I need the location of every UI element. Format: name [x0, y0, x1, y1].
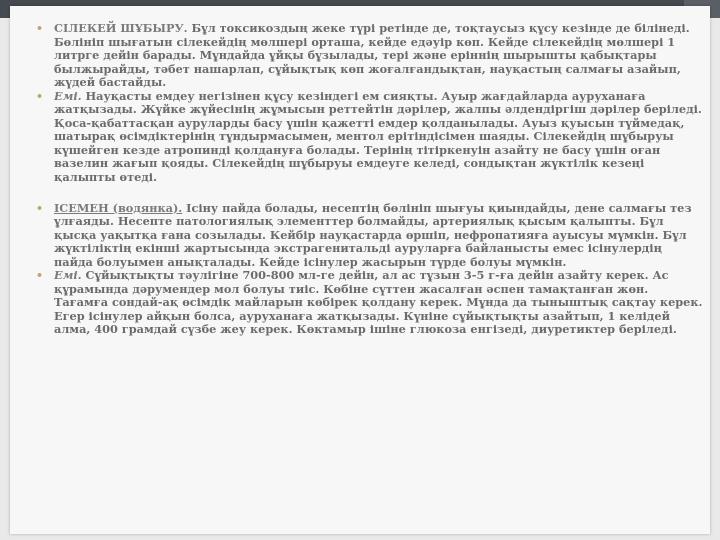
item-text: Сұйықтықты тәулігіне 700-800 мл-ге дейін, ал ас тұзын 3-5 г-ға дейін азайту керек. Ас құрамында дәрумендер мол болуы тиіс. Көбіне сүттен жасалған әспен тамақтанған жөн. Тағамға сондай-ақ өсімдік майларын көбірек қолдану керек. Мұнда да тыныштық сақтау керек. Егер ісінулер айқын болса, ауруханаға жатқызады. Күніне сұйықтықты азайтып, 1 келідей алма, 400 грамдай сүзбе жеу керек. Көктамыр ішіне глюкоза енгізеді, диуретиктер беріледі. — [54, 268, 703, 337]
bullet-item-edema — [36, 202, 704, 270]
slide-content — [36, 22, 704, 337]
bullet-icon: • — [36, 89, 44, 103]
slide — [10, 6, 710, 534]
bullet-icon: • — [36, 201, 44, 215]
bullet-icon: • — [36, 22, 44, 35]
bullet-item-edema-treatment — [36, 269, 704, 337]
item-heading: ІСЕМЕН (водянка). — [54, 200, 183, 215]
item-heading: Емі. — [54, 88, 82, 103]
bullet-icon: • — [36, 269, 44, 283]
item-text: Бұл токсикоздың жеке түрі ретінде де, тоқтаусыз құсу кезінде де білінеді. Бөлініп шығатын сілекейдің мөлшері орташа, кейде едәуір көп. Кейде сілекейдің мөлшері 1 литрге дейін барады. Мұндайда ұйқы бұзылады, тері және еріннің шырышты қабықтары былжырайды, тәбет нашарлап, сұйықтық көп жоғалғандықтан, науқастың салмағы азайып, жүдей бастайды. — [54, 21, 690, 90]
bullet-item-salivation-treatment — [36, 90, 704, 185]
bullet-item-salivation — [36, 22, 704, 90]
item-heading: Емі. — [54, 268, 82, 283]
item-text: Науқасты емдеу негізінен құсу кезіндегі ем сияқты. Ауыр жағдайларда ауруханаға жатқызады. Жүйке жүйесінің жұмысын реттейтін дәрілер, жалпы әлдендіргіш дәрілер беріледі. Қоса-қабаттасқан ауруларды басу үшін қажетті емдер қолданылады. Ауыз қуысын түймедақ, шатырақ өсімдіктерінің тұндырмасымен, ментол ерітіндісімен шаяды. Сілекейдің шұбыруы күшейген кезде атропинді қолдануға болады. Терінің тітіркенуін азайту не басу үшін оған вазелин жағып қояды. Сілекейдің шұбыруы емдеуге келеді, сондықтан жүктілік кезеңі қалыпты өтеді. — [54, 88, 702, 185]
item-heading: СІЛЕКЕЙ ШҰБЫРУ. — [54, 21, 188, 35]
item-text: Ісіну пайда болады, несептің бөлініп шығуы қиындайды, дене салмағы тез ұлғаяды. Несепте патологиялық элементтер болмайды, артериялық қысым қалыпты. Бұл қысқа уақытқа ғана созылады. Кейбір науқастарда өршіп, нефропатияға ауысуы мүмкін. Бұл жүктіліктің екінші жартысында экстрагенитальді ауруларға байланысты емес ісінулердің пайда болуымен анықталады. Кейде ісінулер жасырын түрде болуы мүмкін. — [54, 200, 692, 269]
